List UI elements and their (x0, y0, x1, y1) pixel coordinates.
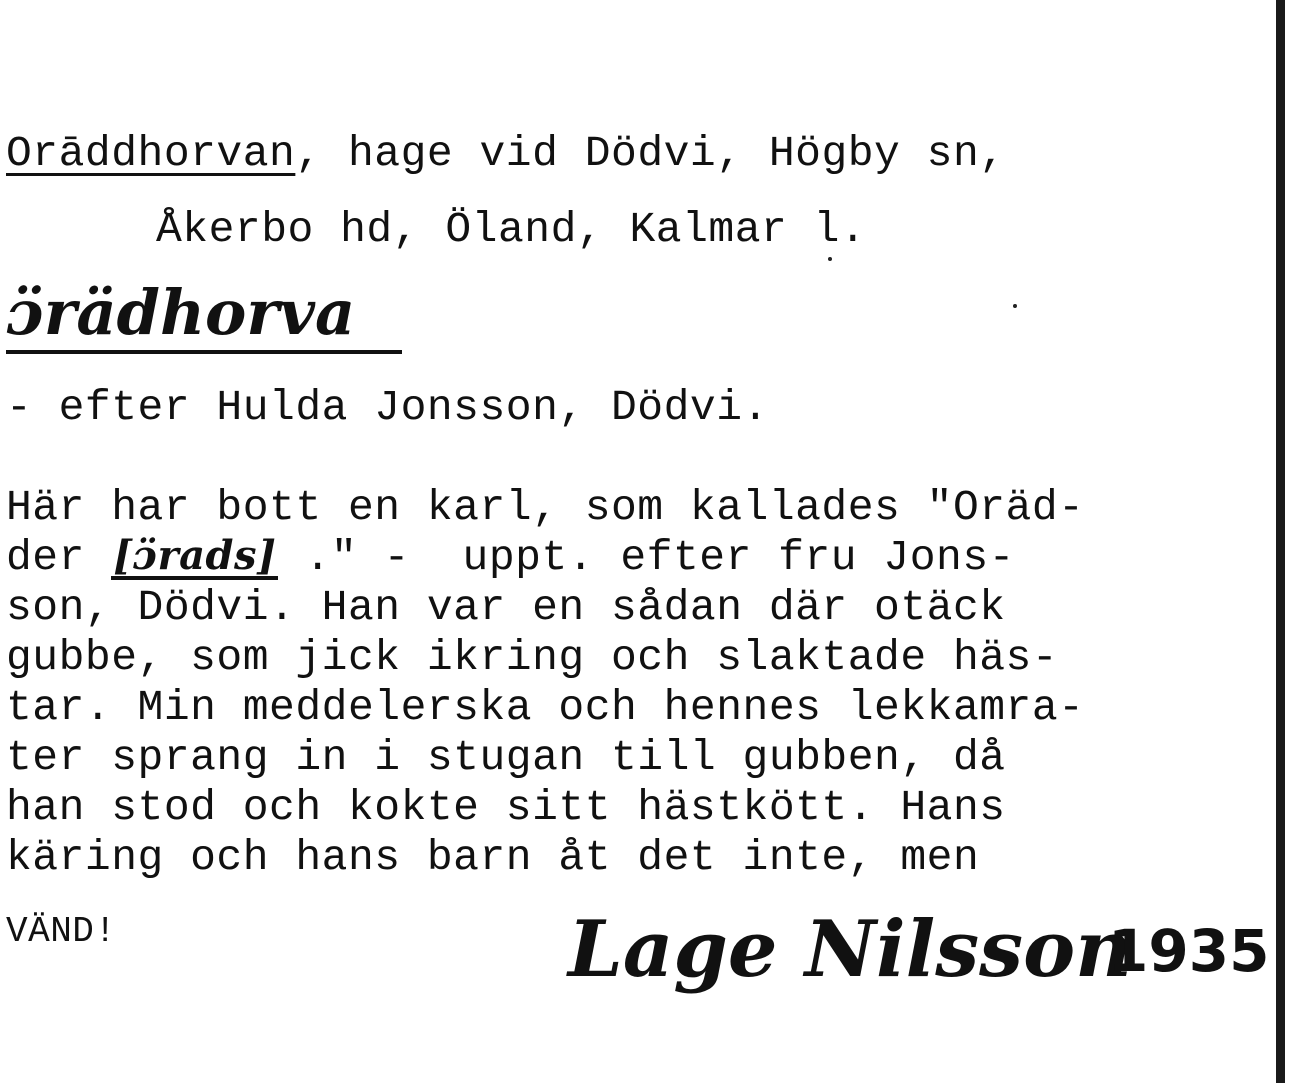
ink-speck (1013, 304, 1017, 308)
turn-note: VÄND! (6, 911, 117, 952)
heading-line-2: Åkerbo hd, Öland, Kalmar l. (156, 205, 867, 254)
inline-phonetic: [ɔ̈rads] (113, 532, 277, 579)
body-line-2-start: der (6, 533, 112, 582)
phonetic-underline (6, 350, 402, 354)
source-line: - efter Hulda Jonsson, Dödvi. (6, 383, 769, 432)
body-line-8: käring och hans barn åt det inte, men (6, 833, 980, 882)
ink-speck (828, 257, 832, 261)
body-line-4: gubbe, som jick ikring och slaktade häs- (6, 633, 1059, 682)
heading-location: , hage vid Dödvi, Högby sn, (295, 129, 1006, 178)
body-line-2 (6, 534, 1015, 582)
card-edge-border (1276, 0, 1285, 1083)
place-name: Orāddhorvan (6, 129, 296, 178)
heading-line-1 (6, 130, 1006, 178)
signature: Lage Nilsson (568, 904, 1132, 995)
body-line-2-end: ." - uppt. efter fru Jons- (278, 533, 1015, 582)
body-line-6: ter sprang in i stugan till gubben, då (6, 733, 1006, 782)
body-line-1: Här har bott en karl, som kallades "Oräd- (6, 483, 1085, 532)
body-line-3: son, Dödvi. Han var en sådan där otäck (6, 583, 1006, 632)
phonetic-transcription: ɔ̈rädhorva (6, 276, 356, 349)
body-line-5: tar. Min meddelerska och hennes lekkamra- (6, 683, 1085, 732)
body-line-7: han stod och kokte sitt hästkött. Hans (6, 783, 1006, 832)
signature-year: 1935 (1108, 917, 1270, 985)
